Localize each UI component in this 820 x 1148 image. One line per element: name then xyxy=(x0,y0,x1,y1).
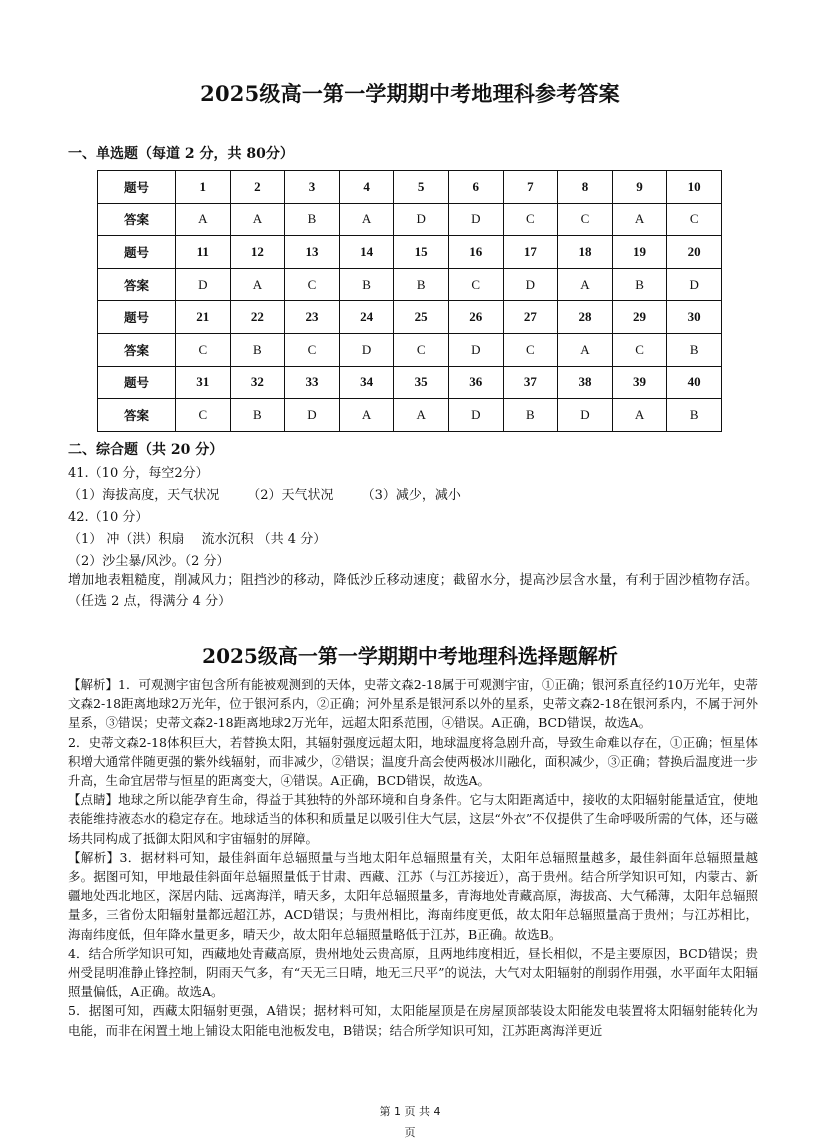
q42-answer-2: （2）沙尘暴/风沙。（2 分） xyxy=(68,554,230,569)
question-number-row xyxy=(98,236,722,269)
q41-answers xyxy=(68,484,461,503)
answer-cell: D xyxy=(448,203,503,236)
answer-cell: A xyxy=(612,399,667,432)
question-number-cell: 7 xyxy=(503,171,558,204)
question-number-cell: 2 xyxy=(230,171,285,204)
question-number-cell: 37 xyxy=(503,366,558,399)
q42-heading: 42.（10 分） xyxy=(68,510,149,525)
question-number-cell: 25 xyxy=(394,301,449,334)
row-label-answer: 答案 xyxy=(98,203,176,236)
analysis-paragraph: 4．结合所学知识可知，西藏地处青藏高原，贵州地处云贵高原，且两地纬度相近，昼长相似，不是主要原因，BCD错误；贵州受昆明准静止锋控制，阴雨天气多，有“天无三日晴，地无三尺平”的说法，大气对太阳辐射的削弱作用强，水平面年太阳辐照量偏低，A正确。故选A。 xyxy=(68,945,758,1000)
question-number-cell: 9 xyxy=(612,171,667,204)
analysis-paragraph: 【解析】1．可观测宇宙包含所有能被观测到的天体，史蒂文森2-18属于可观测宇宙，①正确；银河系直径约10万光年，史蒂文森2-18距离地球2万光年，位于银河系内，②正确；河外星系是银河系以外的星系，史蒂文森2-18在银河系内，不属于河外星系，③错误；史蒂文森2-18距离地球2万光年，远超太阳系范围，④错误。A正确，BCD错误，故选A。 xyxy=(68,677,758,731)
answer-cell: C xyxy=(448,268,503,301)
question-number-cell: 1 xyxy=(176,171,231,204)
question-number-row xyxy=(98,171,722,204)
row-label-number: 题号 xyxy=(98,236,176,269)
answer-cell: B xyxy=(503,399,558,432)
question-number-cell: 39 xyxy=(612,366,667,399)
answer-cell: B xyxy=(612,268,667,301)
row-label-answer: 答案 xyxy=(98,268,176,301)
answer-cell: A xyxy=(230,203,285,236)
question-number-cell: 17 xyxy=(503,236,558,269)
answer-row xyxy=(98,399,722,432)
q41-answer-2: （2）天气状况 xyxy=(247,488,334,503)
question-number-cell: 22 xyxy=(230,301,285,334)
answer-cell: A xyxy=(558,268,613,301)
question-number-cell: 29 xyxy=(612,301,667,334)
question-number-cell: 21 xyxy=(176,301,231,334)
answer-cell: D xyxy=(558,399,613,432)
q41-answer-3: （3）减少，减小 xyxy=(361,488,461,503)
answer-cell: D xyxy=(394,203,449,236)
answer-cell: B xyxy=(667,399,722,432)
analysis-paragraph: 5．据图可知，西藏太阳辐射更强，A错误；据材料可知，太阳能屋顶是在房屋顶部装设太阳能发电装置将太阳辐射能转化为电能，而非在闲置土地上铺设太阳能电池板发电，B错误；结合所学知识可知，江苏距离海洋更近 xyxy=(68,1003,758,1038)
row-label-answer: 答案 xyxy=(98,399,176,432)
question-number-cell: 11 xyxy=(176,236,231,269)
question-number-cell: 18 xyxy=(558,236,613,269)
answer-cell: C xyxy=(558,203,613,236)
question-number-row xyxy=(98,366,722,399)
answer-table xyxy=(97,170,722,432)
answer-row xyxy=(98,333,722,366)
question-number-cell: 6 xyxy=(448,171,503,204)
page-title: 2025级高一第一学期期中考地理科参考答案 xyxy=(200,81,620,106)
question-number-cell: 36 xyxy=(448,366,503,399)
analysis-paragraph: 【解析】3．据材料可知，最佳斜面年总辐照量与当地太阳年总辐照量有关，太阳年总辐照量越多，最佳斜面年总辐照量越多。据图可知，甲地最佳斜面年总辐照量低于甘肃、西藏、江苏（与江苏接近），高于贵州。结合所学知识可知，内蒙古、新疆地处西北地区，深居内陆、远离海洋，晴天多，太阳年总辐照量多，青海地处青藏高原，海拔高、大气稀薄，太阳年总辐照量多，三省份太阳辐射量都远超江苏，ACD错误；与贵州相比，海南纬度更低，故太阳年总辐照量高于贵州；与江苏相比，海南纬度低，但年降水量更多，晴天少，故太阳年总辐照量略低于江苏，B正确。故选B。 xyxy=(68,849,758,942)
question-number-cell: 30 xyxy=(667,301,722,334)
answer-cell: C xyxy=(285,268,340,301)
question-number-cell: 16 xyxy=(448,236,503,269)
section2-heading: 二、综合题（共 20 分） xyxy=(68,442,224,458)
question-number-cell: 33 xyxy=(285,366,340,399)
answer-cell: D xyxy=(448,399,503,432)
answer-cell: A xyxy=(394,399,449,432)
answer-cell: A xyxy=(558,333,613,366)
row-label-number: 题号 xyxy=(98,171,176,204)
analysis-paragraph: 【点睛】地球之所以能孕育生命，得益于其独特的外部环境和自身条件。它与太阳距离适中，接收的太阳辐射能量适宜，使地表能维持液态水的稳定存在。地球适当的体积和质量足以吸引住大气层，这层“外衣”不仅提供了生命呼吸所需的气体，还与磁场共同构成了抵御太阳风和宇宙辐射的屏障。 xyxy=(68,792,758,846)
question-number-cell: 4 xyxy=(339,171,394,204)
question-number-cell: 34 xyxy=(339,366,394,399)
answer-cell: D xyxy=(176,268,231,301)
question-number-row xyxy=(98,301,722,334)
answer-cell: C xyxy=(176,399,231,432)
answer-cell: B xyxy=(667,333,722,366)
question-number-cell: 38 xyxy=(558,366,613,399)
answer-cell: C xyxy=(612,333,667,366)
page-number: 第 1 页 共 4 xyxy=(379,1105,441,1118)
question-number-cell: 10 xyxy=(667,171,722,204)
analysis-paragraph: 2．史蒂文森2-18体积巨大，若替换太阳，其辐射强度远超太阳，地球温度将急剧升高，导致生命难以存在，①正确；恒星体积增大通常伴随更强的紫外线辐射，而非减少，②错误；温度升高会使两极冰川融化，面积减少，③正确；替换后温度进一步升高，生命宜居带与恒星的距离变大，④错误。A正确，BCD错误，故选A。 xyxy=(68,734,758,789)
q41-answer-1: （1）海拔高度，天气状况 xyxy=(68,488,220,503)
question-number-cell: 26 xyxy=(448,301,503,334)
question-number-cell: 12 xyxy=(230,236,285,269)
question-number-cell: 32 xyxy=(230,366,285,399)
question-number-cell: 19 xyxy=(612,236,667,269)
row-label-number: 题号 xyxy=(98,366,176,399)
answer-cell: D xyxy=(285,399,340,432)
question-number-cell: 28 xyxy=(558,301,613,334)
answer-cell: D xyxy=(339,333,394,366)
answer-row xyxy=(98,203,722,236)
question-number-cell: 35 xyxy=(394,366,449,399)
answer-cell: B xyxy=(285,203,340,236)
answer-cell: A xyxy=(339,203,394,236)
question-number-cell: 8 xyxy=(558,171,613,204)
q42-answer-1: （1） 冲（洪）积扇 流水沉积 （共 4 分） xyxy=(68,532,327,547)
analysis-title: 2025级高一第一学期期中考地理科选择题解析 xyxy=(202,644,618,668)
answer-cell: A xyxy=(176,203,231,236)
answer-cell: A xyxy=(230,268,285,301)
answer-cell: A xyxy=(612,203,667,236)
question-number-cell: 24 xyxy=(339,301,394,334)
question-number-cell: 20 xyxy=(667,236,722,269)
answer-row xyxy=(98,268,722,301)
answer-cell: C xyxy=(503,333,558,366)
answer-cell: B xyxy=(230,399,285,432)
q42-answer-3: 增加地表粗糙度，削减风力；阻挡沙的移动，降低沙丘移动速度；截留水分，提高沙层含水量，有利于固沙植物存活。（任选 2 点，得满分 4 分） xyxy=(68,573,758,609)
answer-cell: C xyxy=(285,333,340,366)
answer-cell: B xyxy=(339,268,394,301)
question-number-cell: 5 xyxy=(394,171,449,204)
analysis-body xyxy=(68,675,758,1040)
question-number-cell: 13 xyxy=(285,236,340,269)
answer-cell: C xyxy=(503,203,558,236)
answer-cell: C xyxy=(394,333,449,366)
question-number-cell: 27 xyxy=(503,301,558,334)
answer-cell: B xyxy=(394,268,449,301)
question-number-cell: 14 xyxy=(339,236,394,269)
answer-cell: C xyxy=(176,333,231,366)
row-label-answer: 答案 xyxy=(98,333,176,366)
q41-heading: 41.（10 分，每空2分） xyxy=(68,466,209,481)
answer-cell: D xyxy=(448,333,503,366)
answer-cell: B xyxy=(230,333,285,366)
answer-cell: D xyxy=(667,268,722,301)
section1-heading: 一、单选题（每道 2 分，共 80分） xyxy=(68,146,294,162)
answer-cell: C xyxy=(667,203,722,236)
question-number-cell: 15 xyxy=(394,236,449,269)
answer-cell: D xyxy=(503,268,558,301)
question-number-cell: 40 xyxy=(667,366,722,399)
question-number-cell: 31 xyxy=(176,366,231,399)
answer-cell: A xyxy=(339,399,394,432)
question-number-cell: 23 xyxy=(285,301,340,334)
row-label-number: 题号 xyxy=(98,301,176,334)
page-number-suffix: 页 xyxy=(404,1126,416,1139)
question-number-cell: 3 xyxy=(285,171,340,204)
